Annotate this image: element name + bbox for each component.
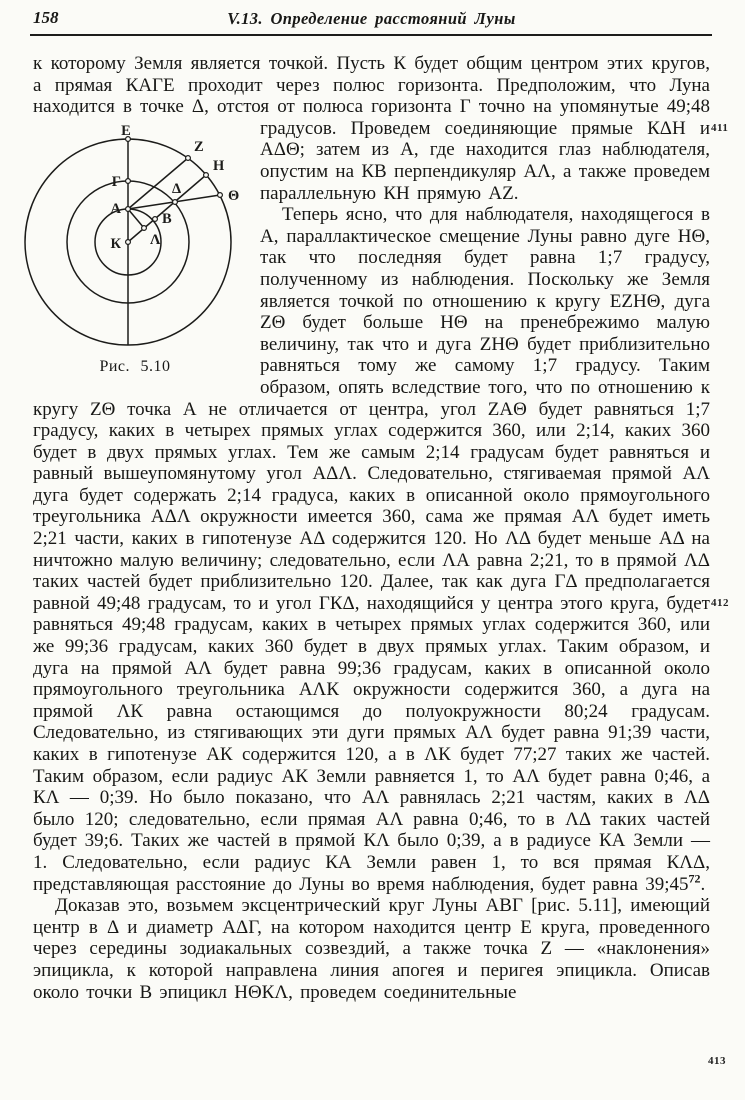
running-title: V.13. Определение расстояний Луны [227, 9, 516, 28]
paragraph-3 [33, 895, 710, 1003]
paragraph-1 [33, 53, 710, 375]
figure-label-b: В [162, 210, 172, 227]
figure-label-a: А [110, 200, 121, 217]
figure-label-z: Z [194, 138, 204, 155]
point-Z [186, 155, 191, 160]
margin-ref-411: 411 [711, 122, 729, 134]
point-Lambda [142, 225, 147, 230]
page-number: 158 [33, 8, 59, 27]
paragraph-1-before-figure: к которому Земля является точкой. Пусть К будет общим центром этих кругов, а прямая КАГЕ проходит через полюс горизонта. Предположим, что Луна находится в точке Δ, отстоя от полюса горизонта Г точно на [33, 53, 710, 118]
line-KDH [128, 175, 206, 242]
point-K [126, 239, 131, 244]
figure-5-10 [22, 122, 248, 378]
margin-ref-412: 412 [711, 597, 729, 609]
point-A [126, 206, 131, 211]
paragraph-2-text: Теперь ясно, что для наблюдателя, находящегося в А, параллактическое смещение Луны равно дуге НΘ, так что последняя будет равна 1;7 градусу, полученному из наблюдения. Поскольку же Земля является точкой по отношению к кругу EZHΘ, дуга ZΘ будет больше НΘ на пренебрежимо малую величину, так что и дуга ZHΘ будет приблизительно равняться тому же самому 1;7 градусу. Таким образом, опять вследствие того, что по отношению к кругу ZΘ точка А не отличается от центра, угол ZАΘ будет равняться 1;7 градусу, каких в четырех прямых углах содержится 360, или 2;14, каких 360 будет в двух прямых углах. Тем же самым 2;14 градусам будет равняться и равный вышеупомянутому угол АΔΛ. Следовательно, стягиваемая прямой АΛ дуга будет содержать 2;14 градуса, каких в описанной около прямоугольного треугольника АΔΛ окружности имеется 360, сама же прямая АΛ будет иметь 2;21 части, каких в гипотенузе АΔ содержится 120. Но ΛΔ будет меньше АΔ на ничтожно малую величину; следовательно, если ΛА равна 2;21, то в прямой ΛΔ таких частей будет приблизительно 120. Далее, так как дуга ГΔ предполагается равной 49;48 градусам, то и угол ГКΔ, находящийся у центра этого круга, будет равняться 49;48 градусам, каких в четырех прямых углах содержится 360, или же 99;36 градусам, каких 360 будет в двух прямых углах. Таким образом, и дуга на прямой АΛ будет равна 99;36 градусам, каких в описанной около прямоугольного треугольника АΛК окружности содержится 360, а дуга на прямой ΛК равна остающимся до полуокружности 80;24 градусам. Следовательно, из стягивающих эти дуги прямых АΛ будет равна 91;39 части, каких в гипотенузе АК содержится 120, а в ΛК будет 77;27 таких же частей. Таким образом, если радиус АК Земли равняется 1, то АΛ будет равна 0;46, а КΛ — 0;39. Но было показано, что АΛ равнялась 2;21 частям, каких в ΛΔ было 120; следовательно, если прямая АΛ равна 0;46, то в ΛΔ таких частей будет 39;6. Таких же частей в прямой КΛ было 0;39, а в радиусе КА Земли — 1. Следовательно, если радиус КА Земли равен 1, то вся прямая КΛΔ, представляющая расстояние до Луны во время наблюдения, будет равна 39;45 [33, 204, 710, 895]
figure-label-h: Н [213, 157, 225, 174]
point-H [204, 172, 209, 177]
figure-label-e: Е [121, 122, 131, 139]
figure-svg [22, 122, 248, 349]
paragraph-3-text: Доказав это, возьмем эксцентрический круг Луны АВГ [рис. 5.11], имеющий центр в Δ и диаметр АΔГ, на котором находится центр Е круга, проведенного через середины зодиакальных созвездий, а также точка Z — «наклонения» эпицикла, к которой направлена линия апогея и перигея эпицикла. Описав около точки В эпицикл НΘКΛ, проведем соединительные [33, 895, 710, 1003]
figure-caption: Рис. 5.10 [99, 357, 171, 375]
figure-label-delta: Δ [172, 180, 182, 197]
point-B [153, 216, 158, 221]
body-text [33, 53, 710, 1003]
header-rule [30, 34, 712, 36]
point-Theta [218, 192, 223, 197]
figure-label-lambda: Λ [150, 231, 161, 248]
paragraph-2-end: . [700, 873, 706, 895]
margin-ref-413: 413 [708, 1055, 726, 1067]
point-Gamma [126, 178, 131, 183]
figure-label-gamma: Г [111, 173, 121, 190]
paragraph-1-after-figure: упомянутые 49;48 градусов. Проведем соединяющие прямые КΔН и АΔΘ; затем из А, где находится глаз наблюдателя, опустим на КВ перпендикуляр АΛ, а также проведем параллельную КН прямую AZ. [260, 96, 710, 204]
point-Delta [173, 199, 178, 204]
page-header [33, 8, 710, 32]
footnote-ref-72: 72 [688, 871, 701, 886]
figure-label-k: К [110, 235, 121, 252]
figure-label-theta: Θ [228, 187, 240, 204]
